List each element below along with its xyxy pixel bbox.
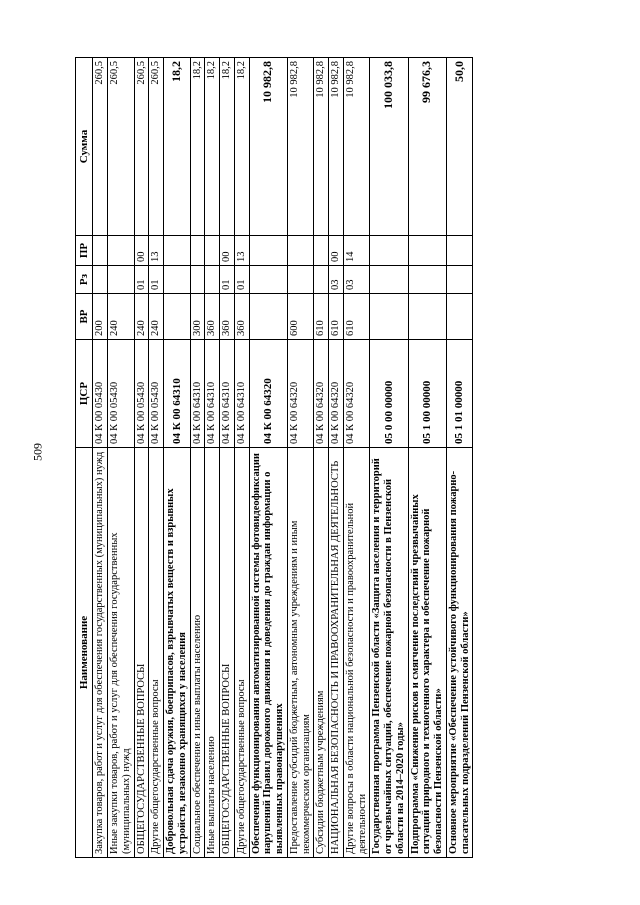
cell-rz — [205, 266, 220, 294]
cell-name: НАЦИОНАЛЬНАЯ БЕЗОПАСНОСТЬ И ПРАВООХРАНИТЕЛЬНАЯ ДЕЯТЕЛЬНОСТЬ — [329, 448, 344, 858]
cell-vr: 360 — [220, 294, 235, 340]
cell-pr — [314, 236, 329, 266]
table-row — [149, 58, 164, 858]
cell-name: Субсидии бюджетным учреждениям — [314, 448, 329, 858]
cell-rz — [314, 266, 329, 294]
table-row — [343, 58, 370, 858]
cell-name: Обеспечение функционирования автоматизированной системы фотовидеофиксации нарушений Правил дорожного движения и доведения до граждан информации о выявленных правонарушениях — [249, 448, 287, 858]
cell-sum: 99 676,3 — [408, 58, 446, 236]
cell-sum: 10 982,8 — [314, 58, 329, 236]
cell-rz — [287, 266, 314, 294]
cell-rz — [93, 266, 108, 294]
cell-name: Другие общегосударственные вопросы — [234, 448, 249, 858]
cell-sum: 10 982,8 — [249, 58, 287, 236]
cell-name: Другие общегосударственные вопросы — [149, 448, 164, 858]
table-row — [370, 58, 408, 858]
cell-rz — [370, 266, 408, 294]
cell-csr: 04 К 00 05430 — [108, 340, 135, 448]
cell-name: Иные выплаты населению — [205, 448, 220, 858]
table-row — [190, 58, 205, 858]
budget-table-sheet — [75, 58, 635, 858]
cell-vr: 240 — [108, 294, 135, 340]
cell-pr — [205, 236, 220, 266]
table-row — [287, 58, 314, 858]
cell-pr: 13 — [149, 236, 164, 266]
cell-pr — [446, 236, 473, 266]
cell-vr: 360 — [234, 294, 249, 340]
cell-rz — [446, 266, 473, 294]
cell-sum: 18,2 — [220, 58, 235, 236]
cell-csr: 04 К 00 64320 — [287, 340, 314, 448]
cell-csr: 05 1 00 00000 — [408, 340, 446, 448]
table-row — [408, 58, 446, 858]
cell-name: Подпрограмма «Снижение рисков и смягчение последствий чрезвычайных ситуаций природного и техногенного характера и обеспечение пожарной безопасности Пензенской области» — [408, 448, 446, 858]
cell-sum: 260,5 — [108, 58, 135, 236]
page-number: 509 — [30, 443, 45, 461]
cell-pr: 00 — [329, 236, 344, 266]
table-row — [164, 58, 191, 858]
cell-vr — [446, 294, 473, 340]
header-pr: ПР — [76, 236, 93, 266]
cell-sum: 18,2 — [205, 58, 220, 236]
cell-name: ОБЩЕГОСУДАРСТВЕННЫЕ ВОПРОСЫ — [220, 448, 235, 858]
cell-pr — [249, 236, 287, 266]
cell-sum: 260,5 — [134, 58, 149, 236]
table-header-row — [76, 58, 93, 858]
cell-pr — [370, 236, 408, 266]
cell-vr: 240 — [149, 294, 164, 340]
cell-rz — [108, 266, 135, 294]
cell-pr: 00 — [220, 236, 235, 266]
cell-pr: 14 — [343, 236, 370, 266]
cell-csr: 04 К 00 64310 — [190, 340, 205, 448]
cell-csr: 04 К 00 64320 — [343, 340, 370, 448]
cell-sum: 100 033,8 — [370, 58, 408, 236]
cell-name: Государственная программа Пензенской области «Защита населения и территорий от чрезвычайных ситуаций, обеспечение пожарной безопасности в Пензенской области на 2014–2020 годы» — [370, 448, 408, 858]
cell-name: Иные закупки товаров, работ и услуг для обеспечения государственных (муниципальных) нужд — [108, 448, 135, 858]
cell-rz: 01 — [234, 266, 249, 294]
cell-sum: 10 982,8 — [343, 58, 370, 236]
cell-pr — [108, 236, 135, 266]
cell-csr: 04 К 00 64310 — [164, 340, 191, 448]
cell-vr — [370, 294, 408, 340]
header-rz: Рз — [76, 266, 93, 294]
table-row — [93, 58, 108, 858]
cell-vr: 610 — [329, 294, 344, 340]
cell-csr: 04 К 00 64310 — [220, 340, 235, 448]
cell-csr: 04 К 00 64310 — [234, 340, 249, 448]
cell-sum: 260,5 — [93, 58, 108, 236]
cell-pr — [93, 236, 108, 266]
cell-sum: 18,2 — [164, 58, 191, 236]
header-name: Наименование — [76, 448, 93, 858]
cell-rz: 01 — [220, 266, 235, 294]
cell-rz — [249, 266, 287, 294]
cell-csr: 05 0 00 00000 — [370, 340, 408, 448]
cell-sum: 10 982,8 — [287, 58, 314, 236]
cell-name: Другие вопросы в области национальной безопасности и правоохранительной деятельности — [343, 448, 370, 858]
header-sum: Сумма — [76, 58, 93, 236]
table-row — [205, 58, 220, 858]
cell-name: Основное мероприятие «Обеспечение устойчивого функционирования пожарно-спасательных подразделений Пензенской области» — [446, 448, 473, 858]
cell-csr: 04 К 00 05430 — [93, 340, 108, 448]
cell-rz — [190, 266, 205, 294]
cell-vr: 300 — [190, 294, 205, 340]
cell-csr: 05 1 01 00000 — [446, 340, 473, 448]
cell-csr: 04 К 00 64310 — [205, 340, 220, 448]
cell-csr: 04 К 00 05430 — [134, 340, 149, 448]
cell-vr: 200 — [93, 294, 108, 340]
table-row — [108, 58, 135, 858]
budget-table — [75, 57, 473, 858]
cell-sum: 18,2 — [234, 58, 249, 236]
cell-vr: 610 — [343, 294, 370, 340]
cell-name: Закупка товаров, работ и услуг для обеспечения государственных (муниципальных) нужд — [93, 448, 108, 858]
cell-pr — [190, 236, 205, 266]
cell-vr — [408, 294, 446, 340]
cell-rz: 03 — [343, 266, 370, 294]
cell-pr: 00 — [134, 236, 149, 266]
cell-csr: 04 К 00 05430 — [149, 340, 164, 448]
cell-vr — [249, 294, 287, 340]
header-csr: ЦСР — [76, 340, 93, 448]
table-row — [314, 58, 329, 858]
cell-name: ОБЩЕГОСУДАРСТВЕННЫЕ ВОПРОСЫ — [134, 448, 149, 858]
cell-name: Добровольная сдача оружия, боеприпасов, взрывчатых веществ и взрывных устройств, незаконно хранящихся у населения — [164, 448, 191, 858]
table-row — [234, 58, 249, 858]
cell-sum: 10 982,8 — [329, 58, 344, 236]
cell-pr — [164, 236, 191, 266]
cell-vr: 360 — [205, 294, 220, 340]
cell-rz: 01 — [149, 266, 164, 294]
cell-pr — [287, 236, 314, 266]
table-row — [220, 58, 235, 858]
cell-rz: 03 — [329, 266, 344, 294]
table-row — [134, 58, 149, 858]
cell-rz — [164, 266, 191, 294]
cell-csr: 04 К 00 64320 — [314, 340, 329, 448]
cell-rz — [408, 266, 446, 294]
cell-rz: 01 — [134, 266, 149, 294]
table-row — [446, 58, 473, 858]
header-vr: ВР — [76, 294, 93, 340]
cell-sum: 50,0 — [446, 58, 473, 236]
table-row — [249, 58, 287, 858]
cell-csr: 04 К 00 64320 — [249, 340, 287, 448]
cell-pr: 13 — [234, 236, 249, 266]
table-row — [329, 58, 344, 858]
cell-name: Предоставление субсидий бюджетным, автономным учреждениям и иным некоммерческим организациям — [287, 448, 314, 858]
cell-sum: 18,2 — [190, 58, 205, 236]
cell-vr: 240 — [134, 294, 149, 340]
cell-csr: 04 К 00 64320 — [329, 340, 344, 448]
cell-vr — [164, 294, 191, 340]
cell-sum: 260,5 — [149, 58, 164, 236]
cell-pr — [408, 236, 446, 266]
cell-vr: 610 — [314, 294, 329, 340]
cell-name: Социальное обеспечение и иные выплаты населению — [190, 448, 205, 858]
table-body — [93, 58, 473, 858]
cell-vr: 600 — [287, 294, 314, 340]
